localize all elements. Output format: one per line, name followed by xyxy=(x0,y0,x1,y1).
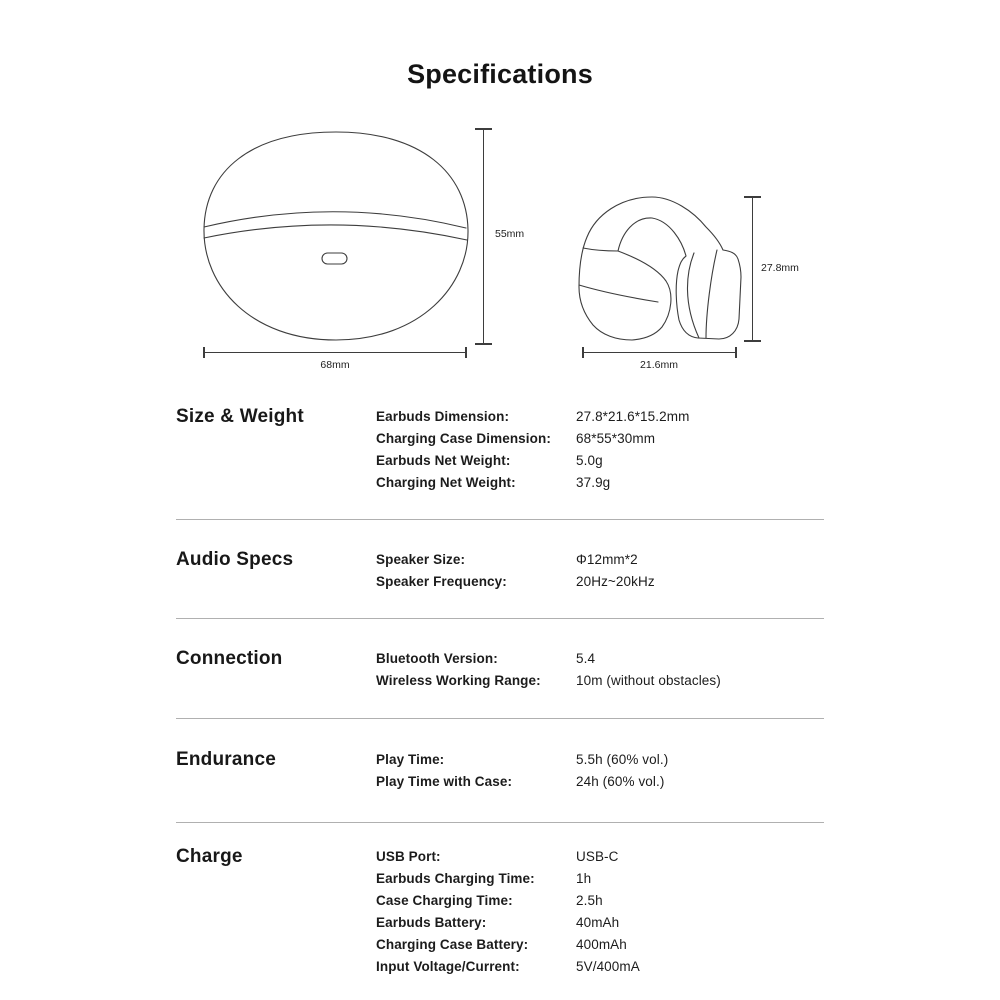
spec-row xyxy=(376,771,824,793)
spec-label: Earbuds Battery: xyxy=(376,915,487,930)
spec-value: 68*55*30mm xyxy=(576,431,656,446)
spec-value: 40mAh xyxy=(576,915,620,930)
spec-value: 5.0g xyxy=(576,453,603,468)
case-width-dimension-cap-left xyxy=(203,347,205,358)
spec-label: USB Port: xyxy=(376,849,441,864)
spec-label: Bluetooth Version: xyxy=(376,651,498,666)
earbud-width-dimension-cap-left xyxy=(582,347,584,358)
charging-case-drawing xyxy=(203,129,469,343)
earbud-width-label: 21.6mm xyxy=(640,359,678,371)
section-heading: Charge xyxy=(176,846,243,867)
earbud-body-diagonal-seam xyxy=(579,285,658,302)
spec-section-size-weight xyxy=(176,400,824,494)
spec-value: 27.8*21.6*15.2mm xyxy=(576,409,690,424)
spec-label: Speaker Frequency: xyxy=(376,574,507,589)
spec-table xyxy=(176,400,824,978)
spec-label: Case Charging Time: xyxy=(376,893,513,908)
page-title: Specifications xyxy=(407,59,593,90)
spec-row xyxy=(376,868,824,890)
spec-row xyxy=(376,934,824,956)
earbud-outline xyxy=(579,197,741,340)
spec-value: 10m (without obstacles) xyxy=(576,673,721,688)
case-lid-seam-lower xyxy=(204,225,467,240)
earbud-body-top-seam xyxy=(583,248,618,251)
spec-row xyxy=(376,571,824,593)
section-rows xyxy=(376,648,824,692)
case-height-dimension-cap-top xyxy=(475,128,492,130)
spec-row xyxy=(376,670,824,692)
spec-label: Play Time with Case: xyxy=(376,774,513,789)
section-rows xyxy=(376,846,824,978)
spec-section-audio-specs xyxy=(176,520,824,593)
earbud-width-dimension-cap-right xyxy=(735,347,737,358)
spec-row xyxy=(376,912,824,934)
spec-row xyxy=(376,428,824,450)
section-heading: Connection xyxy=(176,648,283,669)
case-width-label: 68mm xyxy=(320,359,350,371)
section-rows xyxy=(376,549,824,593)
spec-section-charge xyxy=(176,823,824,978)
earbud-height-label: 27.8mm xyxy=(761,262,799,274)
charging-case-illustration xyxy=(203,129,469,343)
spec-label: Earbuds Charging Time: xyxy=(376,871,535,886)
earbud-height-dimension-cap-bottom xyxy=(744,340,761,342)
section-heading: Size & Weight xyxy=(176,406,304,427)
earbud-height-dimension-line xyxy=(752,197,753,341)
spec-row xyxy=(376,648,824,670)
spec-row xyxy=(376,956,824,978)
earbud-speaker-seam-left xyxy=(687,253,699,338)
section-heading: Audio Specs xyxy=(176,549,294,570)
spec-label: Speaker Size: xyxy=(376,552,466,567)
earbud-speaker-seam-right xyxy=(706,250,717,338)
spec-value: 24h (60% vol.) xyxy=(576,774,665,789)
spec-label: Wireless Working Range: xyxy=(376,673,541,688)
case-led-indicator xyxy=(322,253,347,264)
spec-label: Charging Net Weight: xyxy=(376,475,516,490)
spec-value: 2.5h xyxy=(576,893,603,908)
spec-value: 1h xyxy=(576,871,592,886)
spec-value: 5.5h (60% vol.) xyxy=(576,752,669,767)
spec-row xyxy=(376,450,824,472)
spec-value: USB-C xyxy=(576,849,619,864)
section-rows xyxy=(376,406,824,494)
spec-row xyxy=(376,749,824,771)
spec-value: 37.9g xyxy=(576,475,611,490)
case-height-label: 55mm xyxy=(495,228,525,240)
case-lid-seam-upper xyxy=(204,212,466,228)
spec-section-connection xyxy=(176,619,824,692)
spec-label: Charging Case Dimension: xyxy=(376,431,551,446)
spec-row xyxy=(376,846,824,868)
case-width-dimension-cap-right xyxy=(465,347,467,358)
spec-value: 20Hz~20kHz xyxy=(576,574,655,589)
spec-value: 5V/400mA xyxy=(576,959,640,974)
case-outline xyxy=(204,132,468,340)
spec-row xyxy=(376,890,824,912)
spec-label: Play Time: xyxy=(376,752,445,767)
earbud-drawing xyxy=(578,193,748,345)
spec-section-endurance xyxy=(176,719,824,793)
spec-value: Φ12mm*2 xyxy=(576,552,638,567)
earbud-width-dimension-line xyxy=(582,352,737,353)
spec-value: 400mAh xyxy=(576,937,627,952)
spec-row xyxy=(376,549,824,571)
spec-value: 5.4 xyxy=(576,651,596,666)
earbud-illustration xyxy=(578,193,748,345)
case-height-dimension-cap-bottom xyxy=(475,343,492,345)
case-height-dimension-line xyxy=(483,129,484,344)
spec-label: Earbuds Net Weight: xyxy=(376,453,511,468)
spec-row xyxy=(376,472,824,494)
spec-label: Earbuds Dimension: xyxy=(376,409,510,424)
spec-label: Input Voltage/Current: xyxy=(376,959,520,974)
case-width-dimension-line xyxy=(203,352,467,353)
earbud-height-dimension-cap-top xyxy=(744,196,761,198)
section-heading: Endurance xyxy=(176,749,276,770)
section-rows xyxy=(376,749,824,793)
spec-row xyxy=(376,406,824,428)
spec-label: Charging Case Battery: xyxy=(376,937,529,952)
